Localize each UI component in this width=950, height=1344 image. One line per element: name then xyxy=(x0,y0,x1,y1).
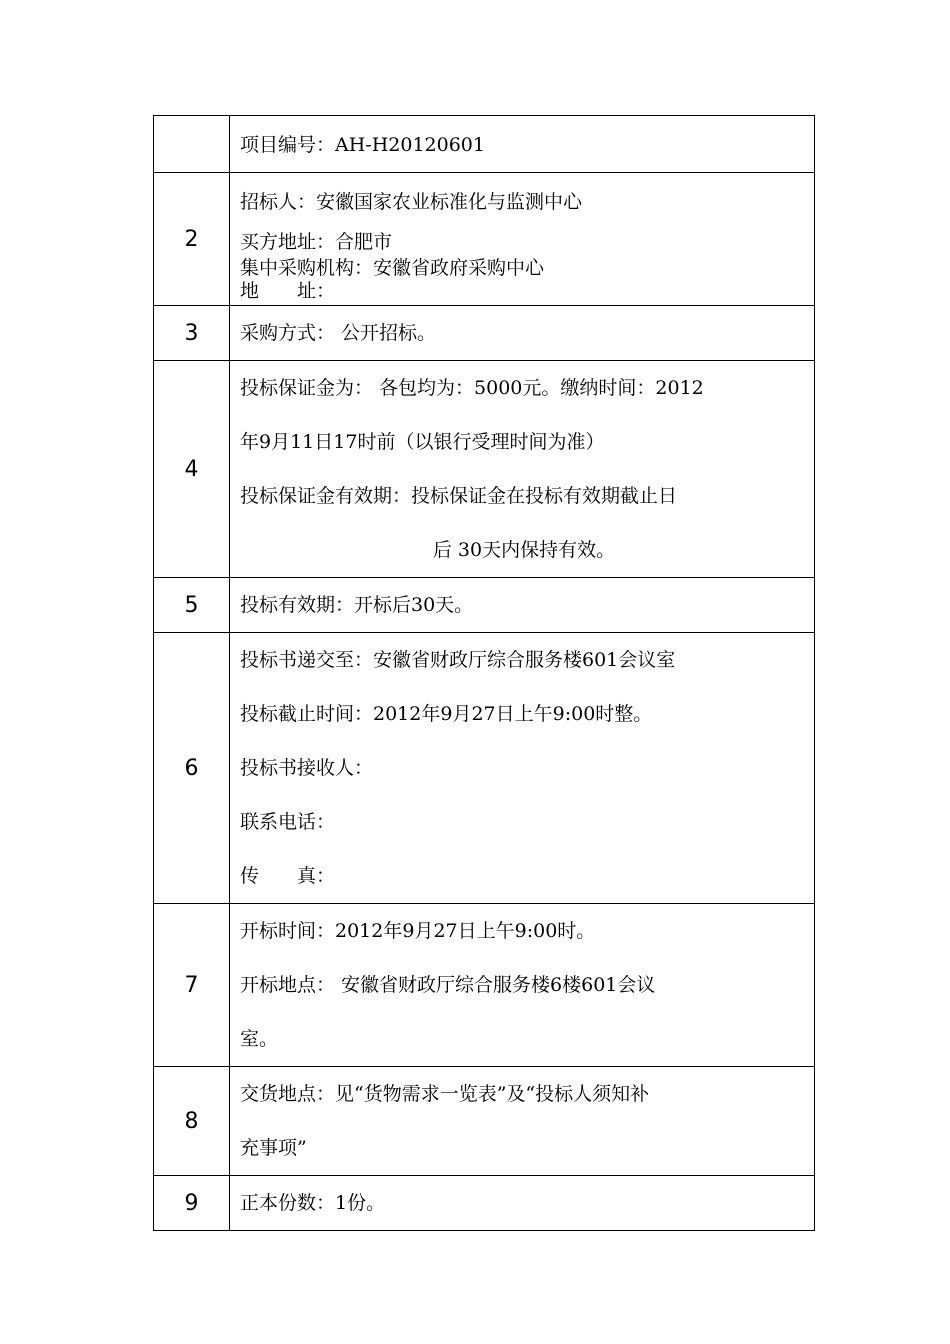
row-number: 6 xyxy=(154,633,230,904)
table-row xyxy=(154,633,815,904)
procurement-method-line: 采购方式： 公开招标。 xyxy=(240,322,437,344)
phone-line: 联系电话： xyxy=(240,811,336,833)
submission-deadline-line: 投标截止时间：2012年9月27日上午9:00时整。 xyxy=(240,703,653,725)
row-number: 8 xyxy=(154,1067,230,1176)
row-content xyxy=(230,361,815,578)
opening-location-continued: 室。 xyxy=(240,1028,279,1050)
table-row xyxy=(154,306,815,361)
delivery-location-continued: 充事项” xyxy=(240,1137,307,1159)
table-row xyxy=(154,173,815,306)
tenderer-line: 招标人：安徽国家农业标准化与监测中心 xyxy=(240,191,583,213)
bid-validity-line: 投标有效期：开标后30天。 xyxy=(240,594,474,616)
opening-time-line: 开标时间：2012年9月27日上午9:00时。 xyxy=(240,920,596,942)
row-content xyxy=(230,1176,815,1231)
buyer-address-line: 买方地址：合肥市 xyxy=(240,231,393,253)
row-number: 3 xyxy=(154,306,230,361)
project-number: 项目编号：AH-H20120601 xyxy=(240,134,485,156)
row-content xyxy=(230,578,815,633)
row-content xyxy=(230,116,815,173)
bid-bond-validity-line: 投标保证金有效期：投标保证金在投标有效期截止日 xyxy=(240,485,678,507)
bid-bond-validity-continued: 后 30天内保持有效。 xyxy=(432,539,616,561)
table-row xyxy=(154,1067,815,1176)
opening-location-line: 开标地点： 安徽省财政厅综合服务楼6楼601会议 xyxy=(240,974,656,996)
table-row xyxy=(154,578,815,633)
row-number: 2 xyxy=(154,173,230,306)
table-row xyxy=(154,361,815,578)
row-content xyxy=(230,173,815,306)
row-number: 9 xyxy=(154,1176,230,1231)
bid-bond-deadline-line: 年9月11日17时前（以银行受理时间为准） xyxy=(240,431,605,453)
delivery-location-line: 交货地点：见“货物需求一览表”及“投标人须知补 xyxy=(240,1083,650,1105)
row-number: 5 xyxy=(154,578,230,633)
table-row xyxy=(154,904,815,1067)
row-content xyxy=(230,306,815,361)
table-row xyxy=(154,116,815,173)
procurement-agency-line: 集中采购机构：安徽省政府采购中心 xyxy=(240,257,545,279)
original-copies-line: 正本份数：1份。 xyxy=(240,1192,386,1214)
row-content xyxy=(230,904,815,1067)
submission-location-line: 投标书递交至：安徽省财政厅综合服务楼601会议室 xyxy=(240,649,676,671)
row-number: 7 xyxy=(154,904,230,1067)
receiver-line: 投标书接收人： xyxy=(240,757,374,779)
bid-info-table xyxy=(153,115,815,1231)
row-number: 4 xyxy=(154,361,230,578)
row-content xyxy=(230,1067,815,1176)
bid-bond-line: 投标保证金为： 各包均为：5000元。缴纳时间：2012 xyxy=(240,377,704,399)
table-row xyxy=(154,1176,815,1231)
row-number xyxy=(154,116,230,173)
address-line: 地 址： xyxy=(240,281,336,302)
fax-line: 传 真： xyxy=(240,865,336,887)
row-content xyxy=(230,633,815,904)
